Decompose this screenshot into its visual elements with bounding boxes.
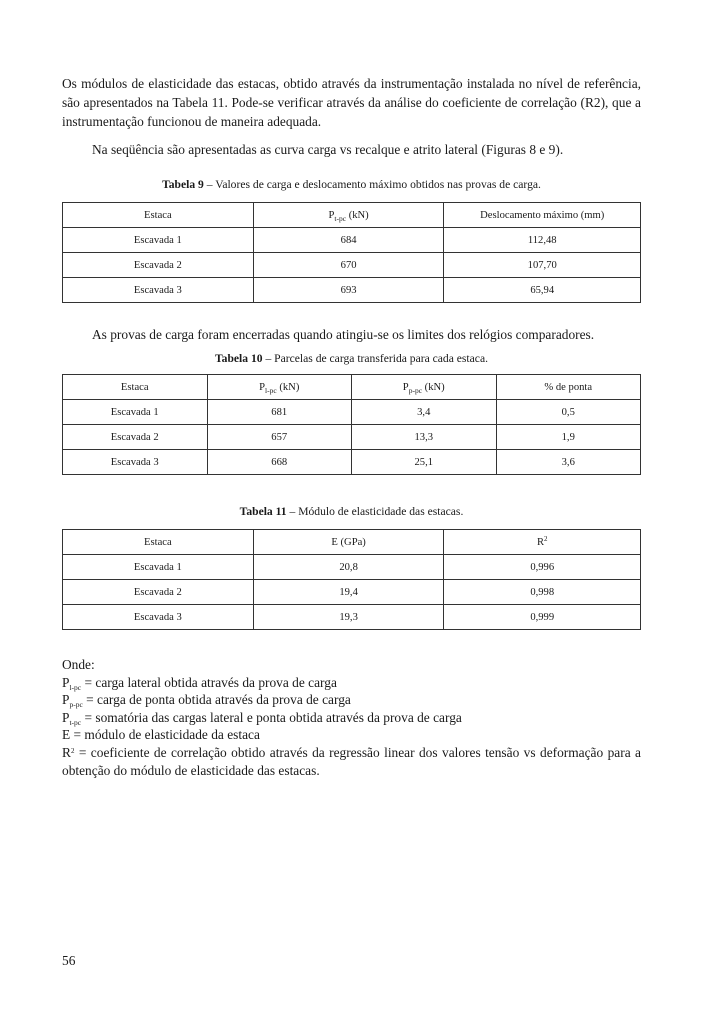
- note-pl-sub: l-pc: [69, 682, 82, 692]
- table-row: [63, 400, 641, 425]
- table10-caption: [62, 352, 641, 365]
- table-row: [63, 253, 641, 278]
- table-header-row: [63, 530, 641, 555]
- cell-ponta: 1,9: [496, 425, 641, 450]
- notes-heading: Onde:: [62, 657, 95, 672]
- header-estaca: Estaca: [63, 530, 254, 555]
- cell-pt: 670: [253, 253, 444, 278]
- header-pl-main: P: [259, 381, 266, 393]
- cell-e: 19,3: [253, 605, 444, 630]
- header-pt-sub: t-pc: [334, 213, 347, 223]
- cell-pt: 684: [253, 228, 444, 253]
- note-pl: [62, 674, 641, 692]
- note-pt-text: = somatória das cargas lateral e ponta obtida através da prova de carga: [81, 709, 462, 725]
- cell-estaca: Escavada 1: [63, 400, 208, 425]
- sequence-paragraph: Na seqüência são apresentadas as curva carga vs recalque e atrito lateral (Figuras 8 e 9).: [92, 142, 564, 157]
- header-pt-main: P: [328, 209, 335, 221]
- table11-caption-text: – Módulo de elasticidade das estacas.: [286, 505, 464, 518]
- header-estaca: Estaca: [63, 375, 208, 400]
- cell-estaca: Escavada 2: [63, 253, 254, 278]
- cell-r2: 0,998: [444, 580, 641, 605]
- table10-caption-text: – Parcelas de carga transferida para cada estaca.: [262, 352, 488, 365]
- cell-e: 20,8: [253, 555, 444, 580]
- note-pp-sub: p-pc: [69, 700, 83, 710]
- cell-pp: 3,4: [352, 400, 497, 425]
- table9-caption: [62, 178, 641, 191]
- header-estaca: Estaca: [63, 203, 254, 228]
- cell-r2: 0,999: [444, 605, 641, 630]
- table-row: [63, 555, 641, 580]
- header-pp: [352, 375, 497, 400]
- note-r2-sup: 2: [70, 746, 75, 755]
- cell-deslocamento: 107,70: [444, 253, 641, 278]
- header-pp-main: P: [402, 381, 409, 393]
- table11-caption-label: Tabela 11: [239, 505, 287, 518]
- note-r2: [62, 744, 641, 779]
- header-deslocamento: Deslocamento máximo (mm): [444, 203, 641, 228]
- table-row: [63, 450, 641, 475]
- table-header-row: [63, 375, 641, 400]
- header-e: E (GPa): [253, 530, 444, 555]
- table-row: [63, 605, 641, 630]
- header-r2-sup: 2: [544, 534, 548, 543]
- cell-pl: 668: [207, 450, 352, 475]
- table-row: [63, 278, 641, 303]
- cell-r2: 0,996: [444, 555, 641, 580]
- note-pp: [62, 691, 641, 709]
- note-pp-text: = carga de ponta obtida através da prova de carga: [82, 692, 351, 708]
- notes-block: [62, 656, 641, 779]
- note-pl-text: = carga lateral obtida através da prova de carga: [81, 674, 337, 690]
- table11-caption: [62, 505, 641, 518]
- cell-pt: 693: [253, 278, 444, 303]
- header-pl-sub: l-pc: [265, 385, 277, 395]
- note-pt: [62, 709, 641, 727]
- table9-caption-label: Tabela 9: [162, 178, 204, 191]
- header-pl: [207, 375, 352, 400]
- table-header-row: [63, 203, 641, 228]
- cell-pl: 681: [207, 400, 352, 425]
- cell-estaca: Escavada 1: [63, 555, 254, 580]
- cell-estaca: Escavada 3: [63, 278, 254, 303]
- cell-ponta: 0,5: [496, 400, 641, 425]
- table11: [62, 529, 641, 630]
- header-pt-unit: (kN): [346, 209, 369, 221]
- header-pp-sub: p-pc: [408, 385, 423, 395]
- note-pp-symbol: P: [62, 692, 70, 708]
- cell-pp: 25,1: [352, 450, 497, 475]
- table10-caption-label: Tabela 10: [215, 352, 263, 365]
- table9: [62, 202, 641, 303]
- cell-deslocamento: 65,94: [444, 278, 641, 303]
- note-pl-symbol: P: [62, 674, 70, 690]
- intro-paragraph: Os módulos de elasticidade das estacas, obtido através da instrumentação instalada no nível de referência, são apresentados na Tabela 11. Pode-se verificar através da análise do coeficiente de correlação (R2), que a instrumentação funcionou de maneira adequada.: [62, 76, 641, 129]
- limits-paragraph: As provas de carga foram encerradas quando atingiu-se os limites dos relógios comparadores.: [92, 327, 595, 342]
- table-row: [63, 425, 641, 450]
- cell-estaca: Escavada 3: [63, 605, 254, 630]
- page-content: [62, 74, 641, 779]
- cell-ponta: 3,6: [496, 450, 641, 475]
- note-e: E = módulo de elasticidade da estaca: [62, 727, 260, 743]
- cell-estaca: Escavada 1: [63, 228, 254, 253]
- table-row: [63, 580, 641, 605]
- note-pt-symbol: P: [62, 709, 70, 725]
- header-pl-unit: (kN): [276, 381, 300, 393]
- table-row: [63, 228, 641, 253]
- note-r2-symbol: R: [62, 744, 71, 760]
- cell-estaca: Escavada 3: [63, 450, 208, 475]
- header-pt: [253, 203, 444, 228]
- note-pt-sub: t-pc: [69, 717, 82, 727]
- table10: [62, 374, 641, 475]
- cell-pp: 13,3: [352, 425, 497, 450]
- cell-estaca: Escavada 2: [63, 425, 208, 450]
- cell-e: 19,4: [253, 580, 444, 605]
- table9-caption-text: – Valores de carga e deslocamento máximo obtidos nas provas de carga.: [203, 178, 541, 191]
- header-ponta: % de ponta: [496, 375, 641, 400]
- cell-pl: 657: [207, 425, 352, 450]
- cell-estaca: Escavada 2: [63, 580, 254, 605]
- header-r2-main: R: [536, 536, 545, 548]
- note-r2-text: = coeficiente de correlação obtido através da regressão linear dos valores tensão vs deformação para a obtenção do módulo de elasticidade das estacas.: [62, 744, 641, 778]
- cell-deslocamento: 112,48: [444, 228, 641, 253]
- page-number: 56: [62, 953, 76, 968]
- header-r2: [444, 530, 641, 555]
- header-pp-unit: (kN): [422, 381, 445, 393]
